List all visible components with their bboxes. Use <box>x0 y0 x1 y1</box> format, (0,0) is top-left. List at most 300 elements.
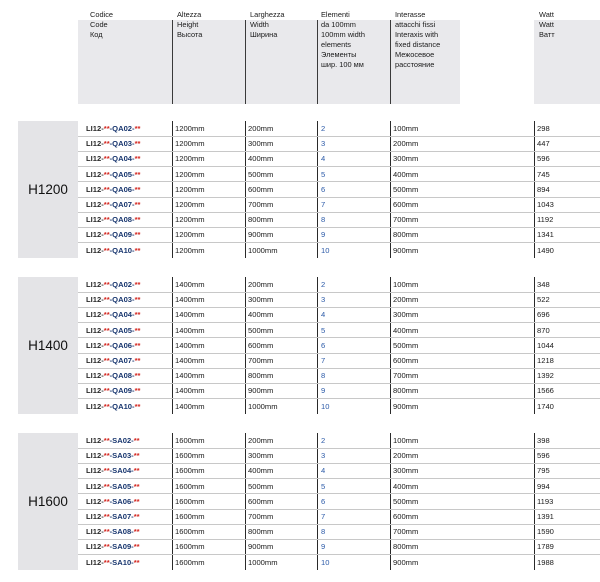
elements-value: 8 <box>321 215 326 225</box>
width-value: 900mm <box>248 386 274 396</box>
table-row <box>78 494 600 509</box>
table-row <box>78 151 600 166</box>
interaxis-value: 700mm <box>393 215 419 225</box>
height-value: 1600mm <box>175 436 205 445</box>
group-label: H1400 <box>18 277 78 414</box>
interaxis-value: 200mm <box>393 295 419 305</box>
code-part: -SA04- <box>109 466 134 476</box>
code-part: ** <box>134 401 141 411</box>
elements-value: 10 <box>321 557 330 567</box>
elements-value: 2 <box>321 280 326 289</box>
code-part: ** <box>134 386 141 396</box>
watt-value: 994 <box>537 481 550 491</box>
height-value: 1600mm <box>175 512 205 521</box>
code-part: ** <box>134 325 141 335</box>
table-row <box>78 167 600 182</box>
header-divider <box>390 20 391 104</box>
code-part: LI12- <box>86 154 104 164</box>
product-code <box>86 167 140 182</box>
watt-value: 596 <box>537 451 550 461</box>
height-value: 1400mm <box>175 280 205 289</box>
code-part: LI12- <box>86 325 104 335</box>
watt-value: 522 <box>537 295 550 305</box>
code-part: ** <box>134 184 141 194</box>
width-value: 700mm <box>248 200 274 209</box>
width-value: 300mm <box>248 295 274 305</box>
code-part: -SA10- <box>109 557 134 567</box>
code-part: LI12- <box>86 139 104 149</box>
interaxis-value: 100mm <box>393 280 419 289</box>
width-value: 400mm <box>248 466 274 476</box>
elements-value: 9 <box>321 386 326 396</box>
code-part: ** <box>134 215 141 225</box>
code-part: LI12- <box>86 245 104 255</box>
table-row <box>78 292 600 307</box>
interaxis-value: 300mm <box>393 310 419 320</box>
product-code <box>86 555 140 570</box>
header-interaxis: Interasse attacchi fissi Interaxis with fixed distance Межосевое расстояние <box>395 10 441 69</box>
code-part: LI12- <box>86 466 104 476</box>
code-part: -QA03- <box>109 139 135 149</box>
height-value: 1600mm <box>175 466 205 476</box>
code-part: ** <box>103 295 110 305</box>
product-code <box>86 368 140 383</box>
elements-value: 3 <box>321 139 326 149</box>
header-divider <box>317 20 318 104</box>
code-part: ** <box>133 542 140 552</box>
elements-value: 6 <box>321 184 326 194</box>
code-part: LI12- <box>86 340 104 350</box>
product-code <box>86 121 140 136</box>
code-part: LI12- <box>86 280 104 289</box>
code-part: ** <box>103 230 110 240</box>
code-part: ** <box>134 230 141 240</box>
code-part: ** <box>103 169 110 179</box>
code-part: ** <box>103 356 110 365</box>
table-row <box>78 136 600 151</box>
code-part: ** <box>134 169 141 179</box>
header-height: Altezza Height Высота <box>177 10 203 39</box>
code-part: LI12- <box>86 527 104 537</box>
width-value: 1000mm <box>248 245 278 255</box>
code-part: LI12- <box>86 169 104 179</box>
height-value: 1400mm <box>175 356 205 365</box>
height-value: 1600mm <box>175 542 205 552</box>
code-part: ** <box>103 245 110 255</box>
product-code <box>86 448 140 463</box>
code-part: ** <box>134 245 141 255</box>
height-value: 1200mm <box>175 139 205 149</box>
elements-value: 2 <box>321 124 326 133</box>
height-value: 1600mm <box>175 527 205 537</box>
code-part: LI12- <box>86 496 104 506</box>
watt-value: 1740 <box>537 401 554 411</box>
code-part: ** <box>103 436 110 445</box>
elements-value: 10 <box>321 245 330 255</box>
elements-value: 3 <box>321 451 326 461</box>
code-part: -QA08- <box>109 371 135 381</box>
table-row <box>78 243 600 258</box>
product-code <box>86 463 140 478</box>
code-part: ** <box>134 139 141 149</box>
code-part: -SA05- <box>109 481 134 491</box>
code-part: -SA09- <box>109 542 134 552</box>
interaxis-value: 200mm <box>393 451 419 461</box>
width-value: 200mm <box>248 124 274 133</box>
code-part: ** <box>103 124 110 133</box>
table-row <box>78 433 600 448</box>
width-value: 200mm <box>248 280 274 289</box>
group-label: H1200 <box>18 121 78 258</box>
code-part: ** <box>103 512 110 521</box>
code-part: ** <box>134 340 141 350</box>
header-divider <box>172 20 173 104</box>
interaxis-value: 400mm <box>393 325 419 335</box>
height-value: 1600mm <box>175 451 205 461</box>
height-value: 1200mm <box>175 154 205 164</box>
interaxis-value: 300mm <box>393 466 419 476</box>
interaxis-value: 500mm <box>393 184 419 194</box>
code-part: LI12- <box>86 371 104 381</box>
elements-value: 10 <box>321 401 330 411</box>
elements-value: 6 <box>321 340 326 350</box>
height-value: 1200mm <box>175 200 205 209</box>
code-part: ** <box>134 356 141 365</box>
height-value: 1200mm <box>175 184 205 194</box>
watt-value: 1490 <box>537 245 554 255</box>
elements-value: 4 <box>321 154 326 164</box>
code-part: LI12- <box>86 386 104 396</box>
product-code <box>86 227 140 242</box>
code-part: -QA03- <box>109 295 135 305</box>
elements-value: 2 <box>321 436 326 445</box>
height-value: 1400mm <box>175 295 205 305</box>
table-row <box>78 353 600 368</box>
elements-value: 4 <box>321 310 326 320</box>
product-code <box>86 353 140 368</box>
code-part: LI12- <box>86 184 104 194</box>
product-code <box>86 433 140 448</box>
elements-value: 9 <box>321 542 326 552</box>
watt-value: 1044 <box>537 340 554 350</box>
width-value: 800mm <box>248 371 274 381</box>
table-row <box>78 383 600 398</box>
table-row <box>78 323 600 338</box>
code-part: ** <box>133 481 140 491</box>
width-value: 800mm <box>248 215 274 225</box>
code-part: ** <box>103 557 110 567</box>
product-code <box>86 292 140 307</box>
watt-value: 1218 <box>537 356 554 365</box>
code-part: -SA02- <box>109 436 134 445</box>
header-watt: Watt Watt Ватт <box>539 10 555 39</box>
product-code <box>86 323 140 338</box>
height-value: 1400mm <box>175 340 205 350</box>
elements-value: 5 <box>321 325 326 335</box>
product-code <box>86 524 140 539</box>
code-part: -QA07- <box>109 356 135 365</box>
elements-value: 6 <box>321 496 326 506</box>
watt-value: 745 <box>537 169 550 179</box>
product-code <box>86 539 140 554</box>
code-part: ** <box>134 310 141 320</box>
height-value: 1200mm <box>175 230 205 240</box>
product-code <box>86 399 140 414</box>
interaxis-value: 700mm <box>393 371 419 381</box>
width-value: 500mm <box>248 169 274 179</box>
header-divider <box>245 20 246 104</box>
code-part: ** <box>103 215 110 225</box>
elements-value: 3 <box>321 295 326 305</box>
elements-value: 7 <box>321 200 326 209</box>
interaxis-value: 700mm <box>393 527 419 537</box>
code-part: ** <box>134 124 141 133</box>
width-value: 300mm <box>248 139 274 149</box>
code-part: -QA10- <box>109 401 135 411</box>
code-part: ** <box>103 310 110 320</box>
table-row <box>78 182 600 197</box>
code-part: LI12- <box>86 401 104 411</box>
code-part: ** <box>133 527 140 537</box>
code-part: ** <box>103 386 110 396</box>
table-row <box>78 509 600 524</box>
header-width: Larghezza Width Ширина <box>250 10 285 39</box>
product-code <box>86 136 140 151</box>
width-value: 600mm <box>248 184 274 194</box>
table-row <box>78 448 600 463</box>
watt-value: 1590 <box>537 527 554 537</box>
table-row <box>78 227 600 242</box>
product-code <box>86 479 140 494</box>
width-value: 1000mm <box>248 401 278 411</box>
table-row <box>78 197 600 212</box>
code-part: ** <box>103 325 110 335</box>
code-part: ** <box>103 527 110 537</box>
watt-value: 870 <box>537 325 550 335</box>
product-code <box>86 151 140 166</box>
elements-value: 9 <box>321 230 326 240</box>
width-value: 400mm <box>248 310 274 320</box>
interaxis-value: 600mm <box>393 200 419 209</box>
height-value: 1600mm <box>175 557 205 567</box>
height-value: 1400mm <box>175 401 205 411</box>
code-part: ** <box>133 557 140 567</box>
interaxis-value: 800mm <box>393 386 419 396</box>
width-value: 400mm <box>248 154 274 164</box>
code-part: LI12- <box>86 481 104 491</box>
code-part: ** <box>133 496 140 506</box>
watt-value: 1341 <box>537 230 554 240</box>
code-part: -SA07- <box>109 512 134 521</box>
interaxis-value: 400mm <box>393 481 419 491</box>
product-code <box>86 182 140 197</box>
watt-value: 398 <box>537 436 550 445</box>
height-value: 1600mm <box>175 496 205 506</box>
code-part: ** <box>103 139 110 149</box>
code-part: LI12- <box>86 436 104 445</box>
code-part: LI12- <box>86 451 104 461</box>
elements-value: 7 <box>321 356 326 365</box>
code-part: LI12- <box>86 230 104 240</box>
product-code <box>86 307 140 322</box>
height-value: 1200mm <box>175 124 205 133</box>
interaxis-value: 200mm <box>393 139 419 149</box>
code-part: ** <box>103 340 110 350</box>
interaxis-value: 400mm <box>393 169 419 179</box>
code-part: ** <box>103 371 110 381</box>
interaxis-value: 600mm <box>393 512 419 521</box>
elements-value: 7 <box>321 512 326 521</box>
code-part: -QA06- <box>109 184 135 194</box>
interaxis-value: 100mm <box>393 124 419 133</box>
height-value: 1200mm <box>175 215 205 225</box>
width-value: 900mm <box>248 542 274 552</box>
code-part: LI12- <box>86 215 104 225</box>
table-row <box>78 277 600 292</box>
product-code <box>86 494 140 509</box>
height-value: 1400mm <box>175 310 205 320</box>
table-row <box>78 368 600 383</box>
code-part: LI12- <box>86 295 104 305</box>
watt-value: 298 <box>537 124 550 133</box>
interaxis-value: 600mm <box>393 356 419 365</box>
watt-value: 1392 <box>537 371 554 381</box>
code-part: -QA05- <box>109 325 135 335</box>
product-code <box>86 197 140 212</box>
table-row <box>78 338 600 353</box>
width-value: 1000mm <box>248 557 278 567</box>
interaxis-value: 900mm <box>393 557 419 567</box>
width-value: 800mm <box>248 527 274 537</box>
watt-value: 1789 <box>537 542 554 552</box>
elements-value: 8 <box>321 371 326 381</box>
code-part: ** <box>134 295 141 305</box>
table-row <box>78 307 600 322</box>
product-code <box>86 338 140 353</box>
code-part: -SA06- <box>109 496 134 506</box>
interaxis-value: 900mm <box>393 401 419 411</box>
code-part: ** <box>134 200 141 209</box>
elements-value: 8 <box>321 527 326 537</box>
table-row <box>78 479 600 494</box>
code-part: ** <box>103 466 110 476</box>
code-part: ** <box>133 466 140 476</box>
width-value: 600mm <box>248 340 274 350</box>
watt-value: 1566 <box>537 386 554 396</box>
interaxis-value: 900mm <box>393 245 419 255</box>
code-part: ** <box>103 184 110 194</box>
width-value: 600mm <box>248 496 274 506</box>
watt-value: 348 <box>537 280 550 289</box>
watt-value: 1192 <box>537 215 554 225</box>
width-value: 900mm <box>248 230 274 240</box>
code-part: -QA02- <box>109 124 135 133</box>
code-part: LI12- <box>86 124 104 133</box>
product-code <box>86 509 140 524</box>
product-code <box>86 243 140 258</box>
code-part: ** <box>103 542 110 552</box>
interaxis-value: 500mm <box>393 340 419 350</box>
code-part: -QA10- <box>109 245 135 255</box>
code-part: ** <box>133 436 140 445</box>
code-part: -SA03- <box>109 451 134 461</box>
group-label: H1600 <box>18 433 78 570</box>
height-value: 1400mm <box>175 386 205 396</box>
width-value: 200mm <box>248 436 274 445</box>
code-part: LI12- <box>86 200 104 209</box>
height-value: 1200mm <box>175 245 205 255</box>
height-value: 1200mm <box>175 169 205 179</box>
header-code: Codice Code Код <box>90 10 114 39</box>
interaxis-value: 800mm <box>393 230 419 240</box>
product-code <box>86 277 140 292</box>
width-value: 300mm <box>248 451 274 461</box>
width-value: 500mm <box>248 481 274 491</box>
table-row <box>78 524 600 539</box>
table-row <box>78 463 600 478</box>
watt-value: 1193 <box>537 496 554 506</box>
code-part: LI12- <box>86 512 104 521</box>
code-part: ** <box>103 154 110 164</box>
header-elements: Elementi da 100mm 100mm width elements Элементы шир. 100 мм <box>321 10 365 69</box>
watt-value: 1043 <box>537 200 554 209</box>
elements-value: 5 <box>321 169 326 179</box>
interaxis-value: 300mm <box>393 154 419 164</box>
code-part: -QA04- <box>109 310 135 320</box>
code-part: ** <box>103 481 110 491</box>
code-part: LI12- <box>86 542 104 552</box>
code-part: ** <box>134 371 141 381</box>
width-value: 500mm <box>248 325 274 335</box>
code-part: ** <box>134 154 141 164</box>
code-part: -QA08- <box>109 215 135 225</box>
code-part: -QA06- <box>109 340 135 350</box>
watt-value: 696 <box>537 310 550 320</box>
code-part: -QA09- <box>109 230 135 240</box>
table-row <box>78 399 600 414</box>
code-part: ** <box>133 512 140 521</box>
width-value: 700mm <box>248 512 274 521</box>
code-part: ** <box>133 451 140 461</box>
height-value: 1400mm <box>175 325 205 335</box>
interaxis-value: 800mm <box>393 542 419 552</box>
code-part: LI12- <box>86 310 104 320</box>
code-part: -QA04- <box>109 154 135 164</box>
product-code <box>86 212 140 227</box>
watt-value: 1391 <box>537 512 554 521</box>
table-row <box>78 121 600 136</box>
watt-value: 894 <box>537 184 550 194</box>
table-row <box>78 539 600 554</box>
watt-value: 795 <box>537 466 550 476</box>
height-value: 1600mm <box>175 481 205 491</box>
watt-value: 447 <box>537 139 550 149</box>
product-code <box>86 383 140 398</box>
code-part: ** <box>103 401 110 411</box>
code-part: -QA07- <box>109 200 135 209</box>
interaxis-value: 500mm <box>393 496 419 506</box>
table-row <box>78 212 600 227</box>
code-part: LI12- <box>86 356 104 365</box>
code-part: -SA08- <box>109 527 134 537</box>
code-part: -QA02- <box>109 280 135 289</box>
table-row <box>78 555 600 570</box>
height-value: 1400mm <box>175 371 205 381</box>
interaxis-value: 100mm <box>393 436 419 445</box>
code-part: ** <box>103 451 110 461</box>
width-value: 700mm <box>248 356 274 365</box>
code-part: -QA09- <box>109 386 135 396</box>
